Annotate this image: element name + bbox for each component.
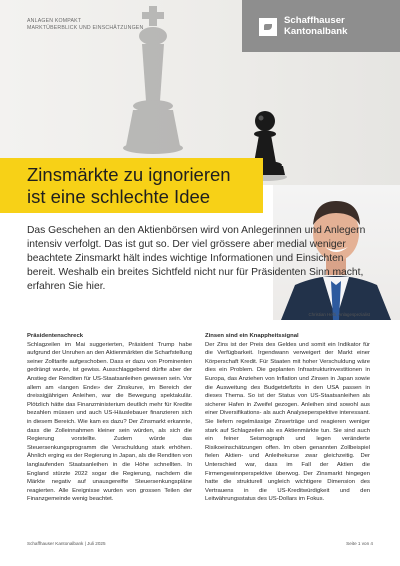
article-column-right [205,332,370,504]
kicker-line-2: MARKTÜBERBLICK UND EINSCHÄTZUNGEN [27,24,144,31]
footer-publisher: Schaffhauser Kantonalbank | Juli 2025 [27,541,106,546]
page-title-line-2: ist eine schlechte Idee [27,186,211,207]
footer-page-number: Seite 1 von 4 [346,541,373,546]
brand-name-line-1: Schaffhauser [284,15,345,26]
article-body-left: Schlagzeilen im Mai suggerierten, Präsident Trump habe aufgrund der Unruhen an den Aktienmärkten die Scharfstellung seiner Zolltarife aufgeschoben. Dass er dazu von Prominenten gedrängt wurde, ist gewiss. Ausschlaggebend dürfte aber der Anstieg der Renditen für US-Staatsanleihen gewesen sein. Vor allem am «langen Ende» der Zinskurve, im Bereich der dreissigjährigen Anleihen, war die Bewegung spektakulär. Plötzlich hätte das Finanzministerium deutlich mehr für Kredite bezahlen müssen und auch US-Häuslebauer finanzieren sich in diesem Bereich. Wie kam es dazu? Der Zinsmarkt erkannte, dass die Zolleinnahmen kleiner sein würden, als sich die Regierung vorstellte. Zudem würde das Steuersenkungsprogramm die Verschuldung stark erhöhen. Ähnlich erging es der Regierung in Japan, als die Renditen von langlaufenden Staatsanleihen in die Höhe schnellten. In England stürzte 2022 sogar die Regierung, nachdem die Märkte negativ auf unausgereifte Steuersenkungspläne reagierten. Alle Ereignisse wurden von grossen Teilen der Finanzgemeinde wenig beachtet. [27,341,192,503]
swiss-cross-icon [259,18,277,36]
portrait-caption: Christian Hefti, Anlagespezialist [308,312,370,317]
title-banner [0,158,263,213]
brand-name-line-2: Kantonalbank [284,25,348,37]
article-column-left [27,332,192,504]
kicker-line-1: ANLAGEN KOMPAKT [27,18,82,24]
page-title-line-1: Zinsmärkte zu ignorieren [27,164,231,185]
section-heading-right: Zinsen sind ein Knappheitssignal [205,333,299,339]
king-shadow-graphic [118,6,188,156]
section-heading-left: Präsidentenschreck [27,333,83,339]
lead-paragraph: Das Geschehen an den Aktienbörsen wird von Anlegerinnen und Anlegern intensiv verfolgt. Das ist gut so. Der viel grössere aber medial weniger beachtete Zinsmarkt hält indes wichtige Informationen und Einsichten bereit. Weshalb ein breites Sichtfeld nicht nur für Präsidenten Sinn macht, erfahren Sie hier. [27,225,366,293]
article-body-right: Der Zins ist der Preis des Geldes und somit ein Indikator für die Verfügbarkeit. Irgendwann verweigert der Markt einer Körperschaft Kredit. Für Staaten mit hoher Verschuldung wäre dies ein Problem. Die geplanten Infrastrukturinvestitionen in Europa, das Anziehen von Inflation und Zinsen in Japan sowie die Ausweitung des Budgetdefizits in den USA passen in dieses Thema. So ist der Status von US-Staatsanleihen als sicherer Hafen in Zweifel gezogen. Anleihen sind sowohl aus einer Diversifikations- als auch Analyseperspektive interessant. Sie liefern regelmässige Zinserträge und reagieren weniger stark auf Schlagzeilen als es Aktienmärkte tun. Sie sind auch ein feiner Seismograph und legen veränderte Risikoeinschätzungen offen. Im oben genannten Zollbeispiel fielen Aktien- und Anleihekurse zwar gleichzeitig. Der Unterschied war, dass im Fall der Aktien die Firmengewinnperspektive überwog. Der Zinsmarkt hingegen hatte die strukturell ungleich wichtigere Dimension des Vertrauens in die US-Kreditwürdigkeit und den Leitwährungsstatus des US-Dollars im Fokus. [205,341,370,503]
brand-logo [242,0,400,52]
